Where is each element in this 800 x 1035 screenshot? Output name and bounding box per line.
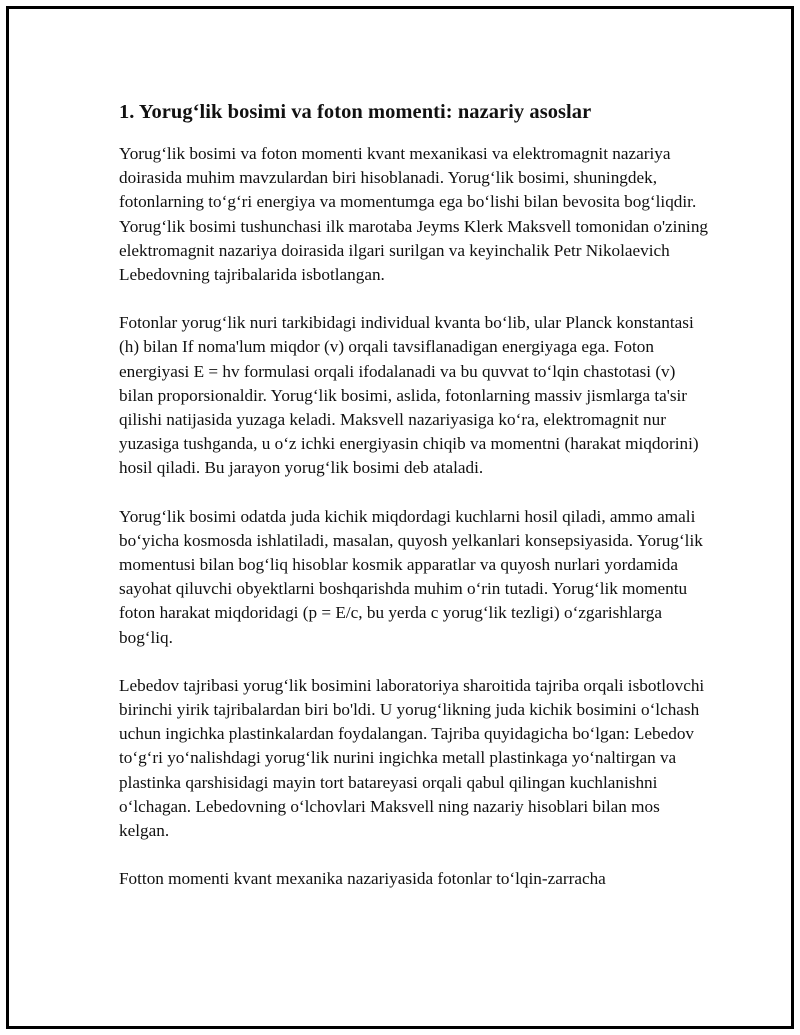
paragraph-photon-energy: Fotonlar yorug‘lik nuri tarkibidagi individual kvanta bo‘lib, ular Planck konstantasi (h) bilan If noma'lum miqdor (v) orqali tavsiflanadigan energiyaga ega. Foton energiyasi E = hv formulasi orqali ifodalanadi va bu quvvat to‘lqin chastotasi (v) bilan proporsionaldir. Yorug‘lik bosimi, aslida, fotonlarning massiv jismlarga ta'sir qilishi natijasida yuzaga keladi. Maksvell nazariyasiga ko‘ra, elektromagnit nur yuzasiga tushganda, u o‘z ichki energiyasin chiqib va momentni (harakat miqdorini) hosil qiladi. Bu jarayon yorug‘lik bosimi deb ataladi. <box>119 313 699 478</box>
document-body <box>119 97 709 915</box>
paragraph-photon-momentum: Fotton momenti kvant mexanika nazariyasida fotonlar to‘lqin-zarracha <box>119 869 606 889</box>
paragraph-lebedev-experiment: Lebedov tajribasi yorug‘lik bosimini laboratoriya sharoitida tajriba orqali isbotlovchi birinchi yirik tajribalardan biri bo'ldi. U yorug‘likning juda kichik bosimini o‘lchash uchun ingichka plastinkalardan foydalangan. Tajriba quyidagicha bo‘lgan: Lebedov to‘g‘ri yo‘nalishdagi yorug‘lik nurini ingichka metall plastinkaga yo‘naltirgan va plastinka qarshisidagi mayin tort batareyasi orqali qabul qilingan kuchlanishni o‘lchagan. Lebedovning o‘lchovlari Maksvell ning nazariy hisoblari bilan mos kelgan. <box>119 675 705 841</box>
paragraph-applications: Yorug‘lik bosimi odatda juda kichik miqdordagi kuchlarni hosil qiladi, ammo amali bo‘yicha kosmosda ishlatiladi, masalan, quyosh yelkanlari konsepsiyasida. Yorug‘lik momentusi bilan bog‘liq hisoblar kosmik apparatlar va quyosh nurlari yordamida sayohat qiluvchi obyektlarni boshqarishda muhim o‘rin tutadi. Yorug‘lik momentu foton harakat miqdoridagi (p = E/c, bu yerda c yorug‘lik tezligi) o‘zgarishlarga bog‘liq. <box>119 506 703 647</box>
paragraph-light-pressure-intro: Yorug‘lik bosimi va foton momenti kvant mexanikasi va elektromagnit nazariya doirasida muhim mavzulardan biri hisoblanadi. Yorug‘lik bosimi, shuningdek, fotonlarning to‘g‘ri energiya va momentumga ega bo‘lishi bilan bevosita bog‘liqdir. Yorug‘lik bosimi tushunchasi ilk marotaba Jeyms Klerk Maksvell tomonidan o'zining elektromagnit nazariya doirasida ilgari surilgan va keyinchalik Petr Nikolaevich Lebedovning tajribalarida isbotlangan. <box>119 144 709 285</box>
page-frame <box>6 6 794 1029</box>
section-title: 1. Yorug‘lik bosimi va foton momenti: nazariy asoslar <box>119 101 592 123</box>
